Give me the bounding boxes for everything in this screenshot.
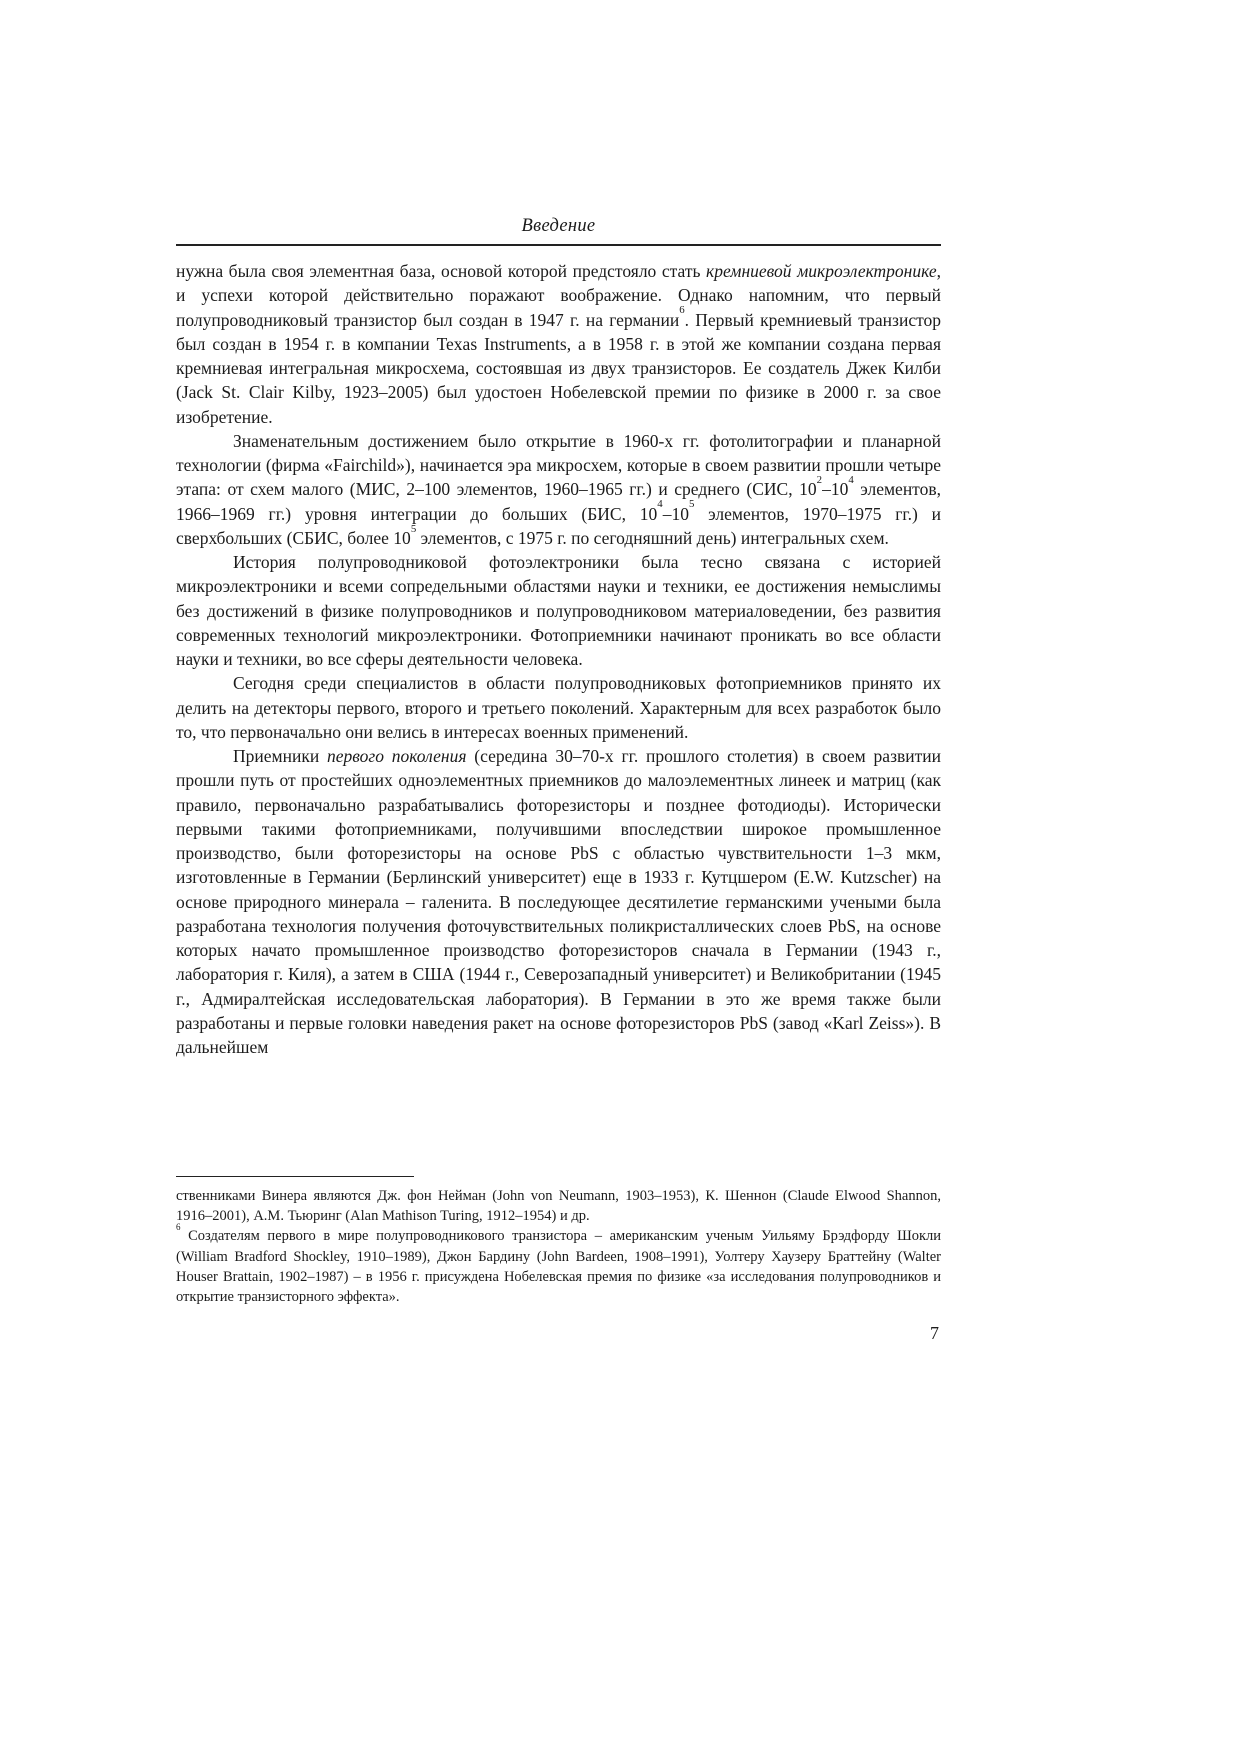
superscript-exponent: 2 — [816, 474, 823, 486]
footnote-separator — [176, 1176, 414, 1177]
text-run: (середина 30–70-х гг. прошлого столетия) в своем развитии прошли путь от простейших одноэлементных приемников до малоэлементных линеек и матриц (как правило, первоначально разрабатывались фоторезисторы и позднее фотодиоды). Исторически первыми такими фотоприемниками, получившими впоследствии широкое промышленное производство, были фоторезисторы на основе PbS с областью чувствительности 1–3 мкм, изготовленные в Германии (Берлинский университет) еще в 1933 г. Кутцшером (E.W. Kutzscher) на основе природного минерала – галенита. В последующее десятилетие германскими учеными была разработана технология получения фоточувствительных поликристаллических слоев PbS, на основе которых начато промышленное производство фоторезисторов сначала в Германии (1943 г., лаборатория г. Киля), а затем в США (1944 г., Северозападный университет) и Великобритании (1945 г., Адмиралтейская исследовательская лаборатория). В Германии в это же время также были разработаны и первые головки наведения ракет на основе фоторезисторов PbS (завод «Karl Zeiss»). В дальнейшем — [176, 746, 941, 1057]
superscript-exponent: 5 — [410, 522, 417, 535]
text-run: ственниками Винера являются Дж. фон Нейман (John von Neumann, 1903–1953), К. Шеннон (Claude Elwood Shannon, 1916–2001), А.М. Тьюринг (Alan Mathison Turing, 1912–1954) и др. — [176, 1188, 941, 1225]
footnote-marker-6: 6 — [176, 1222, 181, 1233]
paragraph — [176, 259, 941, 429]
footnote-6 — [176, 1222, 941, 1307]
text-run: –10 — [662, 503, 689, 524]
text-run: –10 — [822, 479, 849, 500]
footnote-continuation — [176, 1186, 941, 1226]
text-run: элементов, 1966–1969 гг.) уровня интеграции до больших (БИС, 10 — [176, 479, 941, 524]
italic-text-run: первого поколения — [326, 746, 467, 766]
paragraph — [176, 671, 941, 744]
footnote-area — [176, 1176, 941, 1344]
superscript-exponent: 4 — [848, 474, 854, 486]
text-run: Приемники — [233, 746, 327, 766]
paragraph — [176, 429, 941, 550]
text-run: История полупроводниковой фотоэлектроники была тесно связана с историей микроэлектроники и всеми сопредельными областями науки и техники, ее достижения немыслимы без достижений в физике полупроводников и полупроводниковом материаловедении, без развития современных технологий микроэлектроники. Фотоприемники начинают проникать во все области науки и техники, во все сферы деятельности человека. — [176, 552, 941, 669]
text-run: элементов, 1970–1975 гг.) и сверхбольших (СБИС, более 10 — [176, 503, 941, 548]
header-rule — [176, 244, 941, 246]
running-head-title: Введение — [521, 216, 596, 236]
text-run: Сегодня среди специалистов в области полупроводниковых фотоприемников принято их делить на детекторы первого, второго и третьего поколений. Характерным для всех разработок было то, что первоначально они велись в интересах военных применений. — [176, 673, 941, 742]
running-head — [176, 216, 941, 246]
page-content — [176, 216, 941, 1059]
paragraph — [176, 550, 941, 671]
italic-text-run: кремниевой микроэлектронике — [706, 261, 937, 281]
text-run: элементов, с 1975 г. по сегодняшний день) интегральных схем. — [416, 527, 889, 548]
footnotes — [176, 1186, 941, 1307]
body-text — [176, 259, 941, 1059]
text-run: , и успехи которой действительно поражают воображение. Однако напомним, что первый полупроводниковый транзистор был создан в 1947 г. на германии — [176, 261, 942, 330]
text-run: Знаменательным достижением было открытие в 1960-х гг. фотолитографии и планарной технологии (фирма «Fairchild»), начинается эра микросхем, которые в своем развитии прошли четыре этапа: от схем малого (МИС, 2–100 элементов, 1960–1965 гг.) и среднего (СИС, 10 — [176, 430, 941, 500]
page-number: 7 — [930, 1323, 939, 1344]
footnote-ref-6: 6 — [679, 304, 685, 317]
paragraph — [176, 744, 941, 1059]
superscript-exponent: 4 — [657, 498, 663, 511]
text-run: . Первый кремниевый транзистор был создан в 1954 г. в компании Texas Instruments, а в 1958 г. в этой же компании создана первая кремниевая интегральная микросхема, состоявшая из двух транзисторов. Ее создатель Джек Килби (Jack St. Clair Kilby, 1923–2005) был удостоен Нобелевской премии по физике в 2000 г. за свое изобретение. — [176, 309, 941, 427]
text-run: нужна была своя элементная база, основой которой предстояло стать — [176, 261, 707, 281]
text-run: Создателям первого в мире полупроводникового транзистора – американским ученым Уильяму Брэдфорду Шокли (William Bradford Shockley, 1910–1989), Джон Бардину (John Bardeen, 1908–1991), Уолтеру Хаузеру Браттейну (Walter Houser Brattain, 1902–1987) – в 1956 г. присуждена Нобелевская премия по физике «за исследования полупроводников и открытие транзисторного эффекта». — [176, 1228, 941, 1306]
superscript-exponent: 5 — [688, 498, 695, 511]
